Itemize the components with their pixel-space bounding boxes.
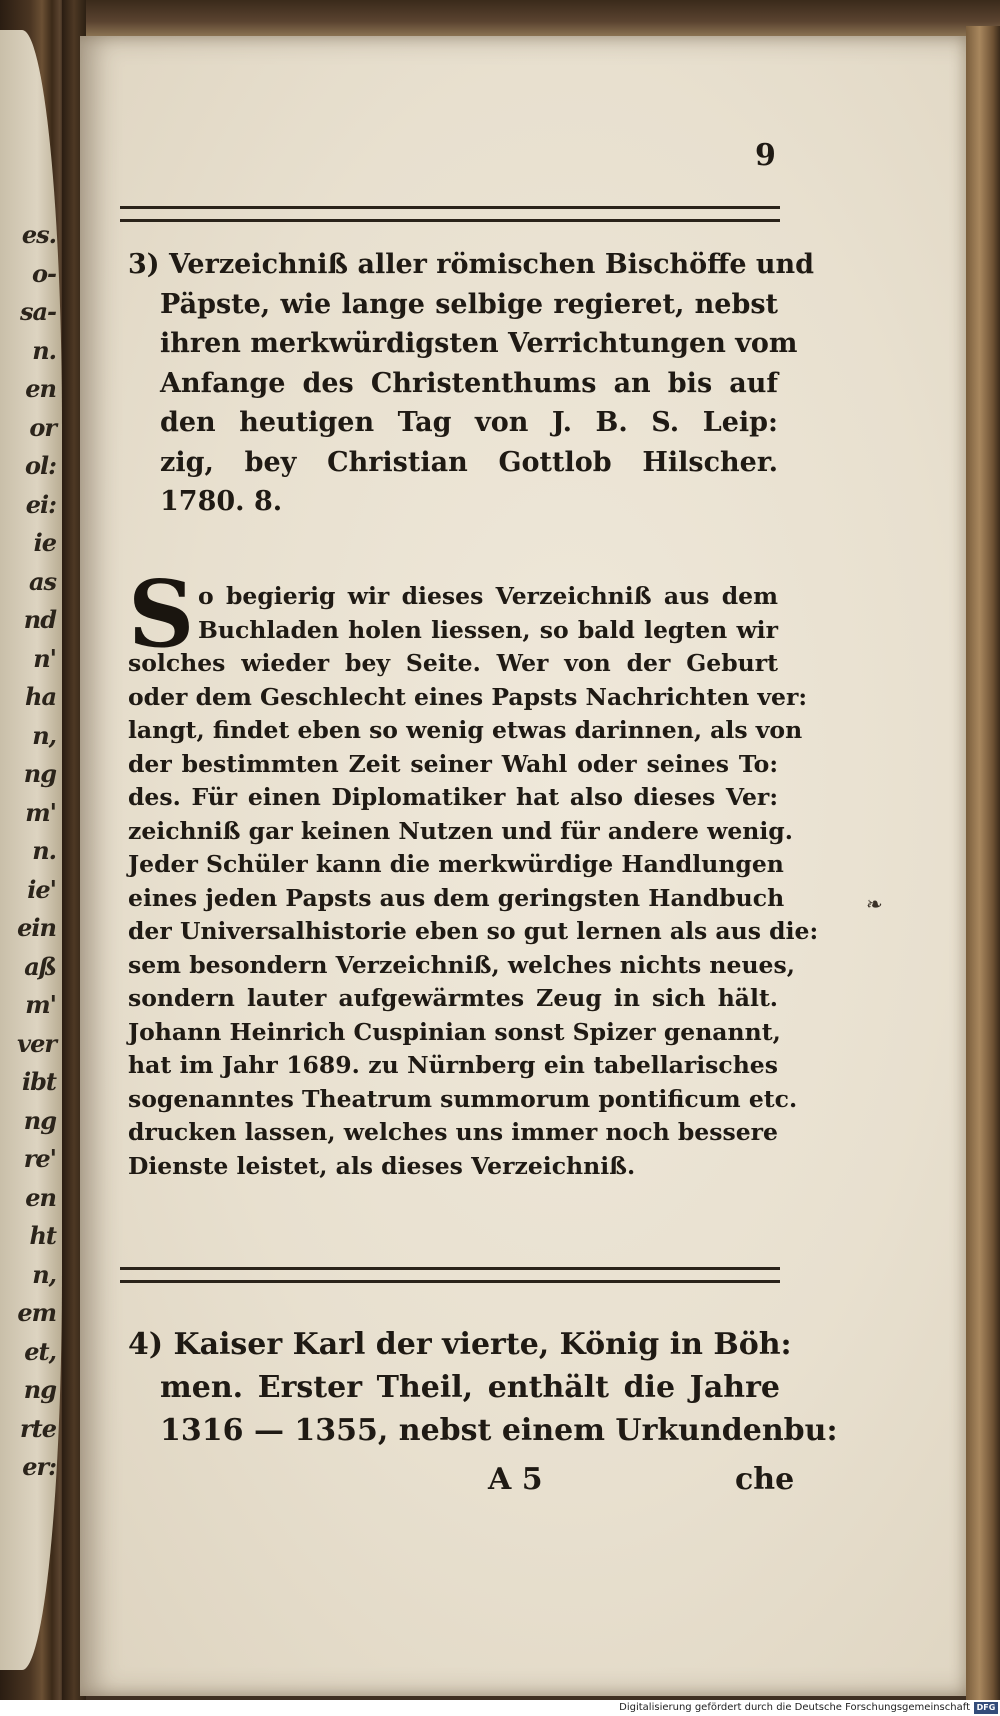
text-line: hat im Jahr 1689. zu Nürnberg ein tabellarisches [128, 1051, 778, 1079]
text-line: Dienste leistet, als dieses Verzeichniß. [128, 1151, 636, 1180]
left-page-fragment: em [17, 1298, 56, 1327]
text-line: zig, bey Christian Gottlob Hilscher. [160, 446, 778, 478]
text-line: der Universalhistorie eben so gut lernen als aus die: [128, 917, 819, 945]
text-line: der bestimmten Zeit seiner Wahl oder seines To: [128, 749, 778, 778]
review-text [128, 580, 819, 1183]
left-page-fragment: es. [21, 220, 56, 249]
left-page-fragment: ver [17, 1028, 56, 1058]
left-page-fragment: ng [23, 1105, 56, 1135]
left-page-fragment: er: [22, 1452, 56, 1481]
left-page-fragment: n' [33, 643, 56, 673]
text-line: 3) Verzeichniß aller römischen Bischöffe und [128, 249, 815, 280]
left-page-fragment: ht [29, 1221, 56, 1250]
left-page-fragment: rte [20, 1413, 56, 1443]
text-line: o begierig wir dieses Verzeichniß aus dem [198, 582, 778, 610]
margin-mark: ❧ [866, 892, 883, 916]
left-page-fragment: re' [23, 1144, 56, 1173]
dfg-logo: DFG [974, 1702, 998, 1714]
left-page-fragment: as [28, 566, 56, 596]
left-page-edge [0, 30, 62, 1670]
text-line: Johann Heinrich Cuspinian sonst Spizer genannt, [128, 1017, 781, 1046]
text-line: solches wieder bey Seite. Wer von der Geburt [128, 649, 778, 677]
left-page-fragment: o- [32, 258, 56, 288]
left-page-fragment: aß [24, 951, 56, 981]
text-line: den heutigen Tag von J. B. S. Leip: [160, 407, 778, 438]
text-line: 4) Kaiser Karl der vierte, König in Böh: [128, 1327, 792, 1362]
text-line: 1780. 8. [160, 486, 283, 517]
signature-mark: A 5 [488, 1462, 543, 1497]
text-line: zeichniß gar keinen Nutzen und für andere wenig. [128, 816, 793, 845]
left-page-fragment: m' [25, 990, 56, 1019]
left-page-fragment: n, [32, 720, 56, 750]
book-right-edge [966, 26, 1000, 1700]
left-page-fragment: en [25, 1182, 56, 1212]
text-line: men. Erster Theil, enthält die Jahre [160, 1370, 780, 1405]
left-page-fragment: ng [23, 1375, 56, 1404]
footer-credit: Digitalisierung gefördert durch die Deutsche Forschungsgemeinschaft [619, 1702, 970, 1713]
drop-cap: S [128, 560, 195, 668]
left-page-fragment: en [25, 374, 56, 403]
left-page-fragment: nd [23, 605, 56, 634]
text-line: Buchladen holen liessen, so bald legten wir [198, 615, 778, 644]
catchword: che [735, 1462, 795, 1497]
left-page-fragment: ie [33, 528, 56, 557]
left-page-fragment: ng [23, 759, 56, 788]
text-line: sem besondern Verzeichniß, welches nichts neues, [128, 950, 795, 979]
text-line: drucken lassen, welches uns immer noch bessere [128, 1118, 778, 1146]
left-page-fragment: n. [32, 836, 56, 865]
left-page-fragment: n. [32, 335, 56, 365]
left-page-fragment: or [29, 412, 56, 442]
left-page-fragment: ol: [25, 451, 56, 480]
text-line: Anfange des Christenthums an bis auf [160, 367, 778, 399]
entry-3 [128, 245, 815, 522]
text-line: 1316 — 1355, nebst einem Urkundenbu: [160, 1413, 838, 1448]
entry-4 [128, 1323, 838, 1452]
book-top-edge [64, 0, 1000, 36]
text-line: Jeder Schüler kann die merkwürdige Handlungen [128, 850, 784, 878]
double-rule-bottom [120, 1267, 780, 1283]
page-number: 9 [755, 138, 776, 173]
left-page-fragment: sa- [19, 297, 56, 326]
left-page-fragment: m' [25, 797, 56, 827]
left-page-fragment: et, [24, 1336, 56, 1366]
text-line: eines jeden Papsts aus dem geringsten Handbuch [128, 883, 785, 912]
text-line: des. Für einen Diplomatiker hat also dieses Ver: [128, 783, 778, 811]
left-page-fragment: ibt [22, 1067, 56, 1096]
left-page-fragment: ei: [25, 489, 56, 519]
text-line: oder dem Geschlecht eines Papsts Nachrichten ver: [128, 682, 808, 711]
text-line: sondern lauter aufgewärmtes Zeug in sich hält. [128, 984, 778, 1012]
left-page-fragment: ha [25, 682, 56, 711]
text-line: sogenanntes Theatrum summorum pontificum etc. [128, 1084, 798, 1113]
left-page-fragment: ie' [27, 874, 56, 904]
text-line: langt, findet eben so wenig etwas darinnen, als von [128, 716, 803, 744]
footer-bar [0, 1700, 1000, 1716]
left-page-fragment: ein [17, 913, 56, 942]
left-page-fragment: n, [32, 1259, 56, 1289]
double-rule-top [120, 206, 780, 222]
text-line: ihren merkwürdigsten Verrichtungen vom [160, 328, 798, 359]
text-line: Päpste, wie lange selbige regieret, nebst [160, 288, 778, 320]
